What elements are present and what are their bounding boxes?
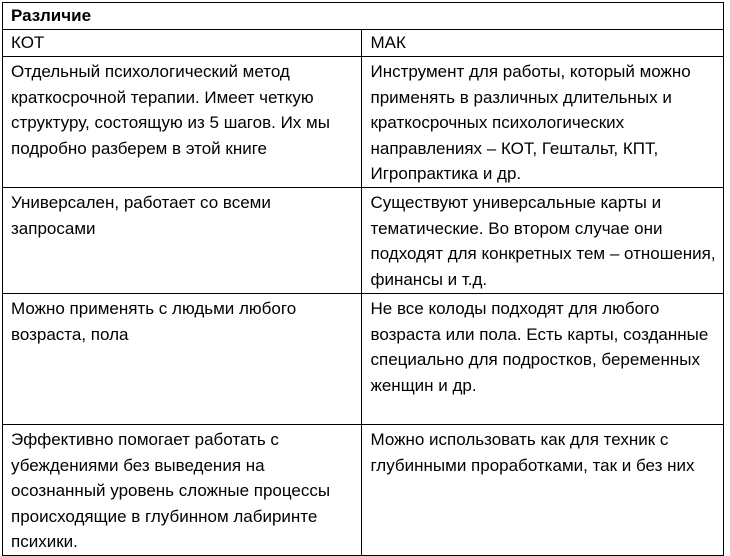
- cell-kot-text: Можно применять с людьми любого возраста, пола: [11, 298, 297, 344]
- table-row: [3, 293, 724, 424]
- cell-kot-text: Отдельный психологический метод краткосрочной терапии. Имеет четкую структуру, состоящую из 5 шагов. Их мы подробно разберем в этой книге: [11, 62, 330, 158]
- table-header-row: [3, 30, 724, 57]
- cell-mak-text: Можно использовать как для техник с глубинными проработками, так и без них: [370, 429, 695, 475]
- cell-mak-text: Инструмент для работы, который можно применять в различных длительных и краткосрочных психологических направлениях – КОТ, Гештальт, КПТ, Игропрактика и др.: [370, 62, 691, 184]
- cell-kot: [3, 187, 362, 293]
- column-header-kot: КОТ: [3, 30, 362, 57]
- cell-kot-text: Эффективно помогает работать с убеждениями без выведения на осознанный уровень сложные процессы происходящие в глубинном лабиринте психики.: [11, 429, 331, 552]
- table-title-row: [3, 3, 724, 30]
- table-title: Различие: [3, 3, 724, 30]
- cell-mak: [362, 187, 724, 293]
- cell-kot: [3, 424, 362, 555]
- table-row: [3, 187, 724, 293]
- comparison-table: [2, 2, 724, 556]
- table-row: [3, 57, 724, 188]
- cell-mak: [362, 293, 724, 424]
- cell-mak: [362, 57, 724, 188]
- cell-kot: [3, 57, 362, 188]
- column-header-mak: МАК: [362, 30, 724, 57]
- cell-mak: [362, 424, 724, 555]
- table-row: [3, 424, 724, 555]
- cell-mak-text: Не все колоды подходят для любого возраста или пола. Есть карты, созданные специально для подростков, беременных женщин и др.: [370, 298, 709, 395]
- cell-kot: [3, 293, 362, 424]
- cell-kot-text: Универсален, работает со всеми запросами: [11, 192, 271, 238]
- cell-mak-text: Существуют универсальные карты и тематические. Во втором случае они подходят для конкретных тем – отношения, финансы и т.д.: [370, 192, 716, 289]
